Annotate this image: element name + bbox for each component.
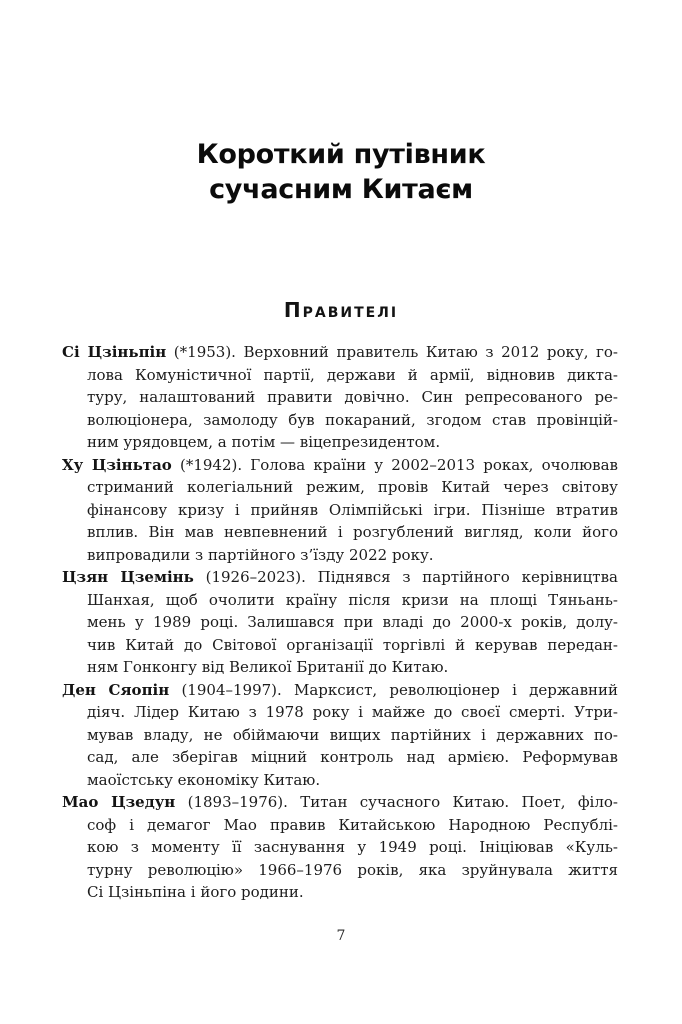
text-line: маоїстську економіку Китаю. xyxy=(87,770,321,789)
text-line-rest: (*1953). Верховний правитель Китаю з 2012 року, го- xyxy=(166,343,618,361)
ruler-entry-deng-xiaoping xyxy=(62,679,618,792)
text-line: мень у 1989 році. Залишався при владі до 2000-х років, долу- xyxy=(87,613,618,631)
text-line xyxy=(62,566,618,589)
text-line: ням Гонконгу від Великої Британії до Китаю. xyxy=(87,658,449,676)
text-line-rest: (*1942). Голова країни у 2002–2013 роках, очолював xyxy=(171,455,618,474)
text-line: волюціонера, замолоду був покараний, згодом став провінцій- xyxy=(87,410,618,429)
text-line-rest: (1893–1976). Титан сучасного Китаю. Поет, філо- xyxy=(175,793,618,811)
ruler-entry-hu-jintao xyxy=(62,454,618,567)
text-line: випровадили з партійного з’їзду 2022 року. xyxy=(87,545,434,564)
text-line: лова Комуністичної партії, держави й армії, відновив дикта- xyxy=(87,365,618,384)
text-line: вплив. Він мав невпевнений і розгублений вигляд, коли його xyxy=(87,523,618,541)
ruler-name: Ден Сяопін xyxy=(62,680,170,699)
text-line: сад, але зберігав міцний контроль над армією. Реформував xyxy=(87,748,618,766)
text-line: туру, налаштований правити довічно. Син репресованого ре- xyxy=(87,388,618,406)
ruler-name: Мао Цзедун xyxy=(62,793,176,811)
rulers-list xyxy=(62,341,618,904)
text-line: Сі Цзіньпіна і його родини. xyxy=(87,883,304,901)
chapter-title-line-1: Короткий путівник xyxy=(196,139,486,170)
text-line xyxy=(62,454,618,477)
ruler-name: Ху Цзіньтао xyxy=(62,455,172,474)
chapter-title-line-2: сучасним Китаєм xyxy=(209,174,473,205)
ruler-entry-jiang-zemin xyxy=(62,566,618,679)
text-line: ним урядовцем, а потім — віцепрезидентом. xyxy=(87,433,441,451)
ruler-name: Цзян Цземінь xyxy=(62,568,194,586)
text-line-rest: (1926–2023). Піднявся з партійного керівництва xyxy=(193,568,618,586)
ruler-name: Сі Цзіньпін xyxy=(62,343,167,361)
section-heading: Правителі xyxy=(283,298,399,322)
text-line: чив Китай до Світової організації торгівлі й керував передан- xyxy=(87,635,618,654)
ruler-entry-mao-zedong xyxy=(62,791,618,904)
text-line-rest: (1904–1997). Марксист, революціонер і державний xyxy=(169,680,619,699)
chapter-title xyxy=(0,137,682,207)
text-line: Шанхая, щоб очолити країну після кризи на площі Тяньань- xyxy=(87,590,618,609)
text-line: фінансову кризу і прийняв Олімпійські ігри. Пізніше втратив xyxy=(87,500,618,519)
text-line: турну революцію» 1966–1976 років, яка зруйнувала життя xyxy=(87,860,618,879)
text-line xyxy=(62,341,618,364)
text-line: стриманий колегіальний режим, провів Китай через світову xyxy=(87,478,618,496)
text-line: соф і демагог Мао правив Китайською Народною Республі- xyxy=(87,815,618,834)
ruler-entry-xi-jinping xyxy=(62,341,618,454)
text-line: кою з моменту її заснування у 1949 році. Ініціював «Куль- xyxy=(87,838,618,856)
text-line xyxy=(62,791,618,814)
text-line xyxy=(62,679,618,702)
text-line: діяч. Лідер Китаю з 1978 року і майже до своєї смерті. Утри- xyxy=(87,703,618,721)
page-number: 7 xyxy=(336,928,346,944)
text-line: мував владу, не обіймаючи вищих партійних і державних по- xyxy=(87,725,618,744)
